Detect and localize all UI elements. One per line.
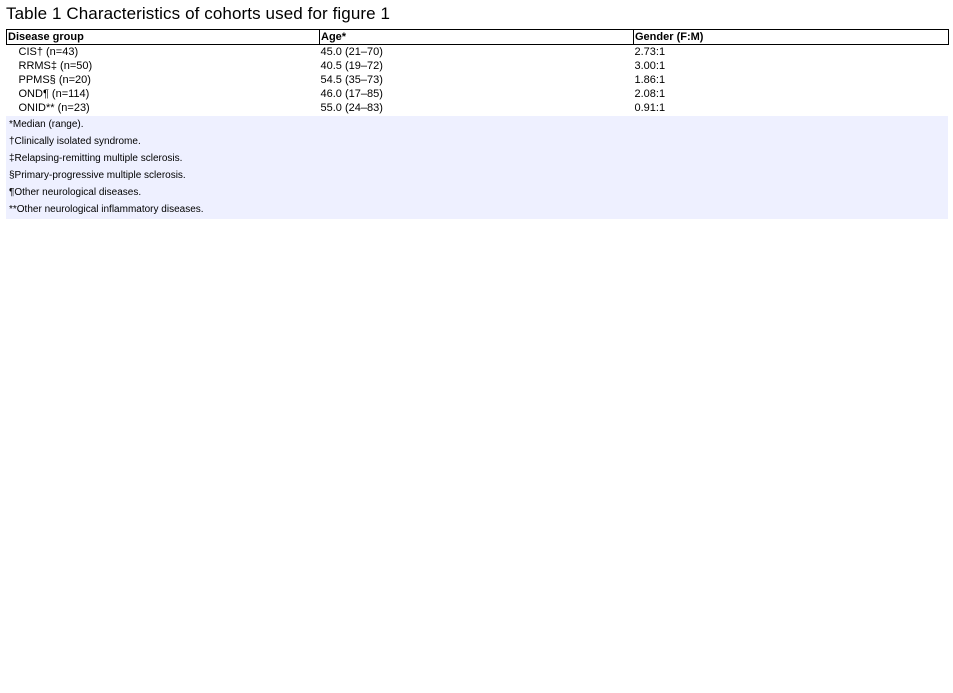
cell-age: 40.5 (19–72): [320, 60, 383, 72]
footnotes-block: [6, 116, 948, 219]
footnote: ¶Other neurological diseases.: [9, 187, 142, 198]
cell-gender: 0.91:1: [634, 102, 666, 114]
table-row: [7, 59, 949, 73]
table-row: [7, 45, 949, 60]
footnote: §Primary-progressive multiple sclerosis.: [9, 170, 186, 181]
cell-age: 54.5 (35–73): [320, 74, 383, 86]
cohort-table: [6, 29, 949, 115]
footnote: **Other neurological inflammatory diseases.: [9, 204, 204, 215]
table-title: Table 1 Characteristics of cohorts used for figure 1: [6, 4, 391, 23]
table-header-row: [7, 30, 949, 45]
cell-age: 55.0 (24–83): [320, 102, 383, 114]
cell-gender: 1.86:1: [634, 74, 666, 86]
cell-disease-group: ONID** (n=23): [18, 102, 90, 114]
cell-age: 45.0 (21–70): [320, 46, 383, 58]
table-row: [7, 101, 949, 115]
table-row: [7, 73, 949, 87]
header-gender: Gender (F:M): [634, 30, 949, 45]
header-disease-group: Disease group: [7, 30, 320, 45]
cell-gender: 3.00:1: [634, 60, 666, 72]
table-row: [7, 87, 949, 101]
cell-disease-group: CIS† (n=43): [18, 46, 79, 58]
cell-gender: 2.73:1: [634, 46, 666, 58]
cell-gender: 2.08:1: [634, 88, 666, 100]
cell-disease-group: RRMS‡ (n=50): [18, 60, 93, 72]
footnote: †Clinically isolated syndrome.: [9, 136, 141, 147]
header-age: Age*: [320, 30, 634, 45]
cell-disease-group: PPMS§ (n=20): [18, 74, 91, 86]
cell-age: 46.0 (17–85): [320, 88, 383, 100]
footnote: ‡Relapsing-remitting multiple sclerosis.: [9, 153, 183, 164]
footnote: *Median (range).: [9, 119, 84, 130]
cell-disease-group: OND¶ (n=114): [18, 88, 90, 100]
